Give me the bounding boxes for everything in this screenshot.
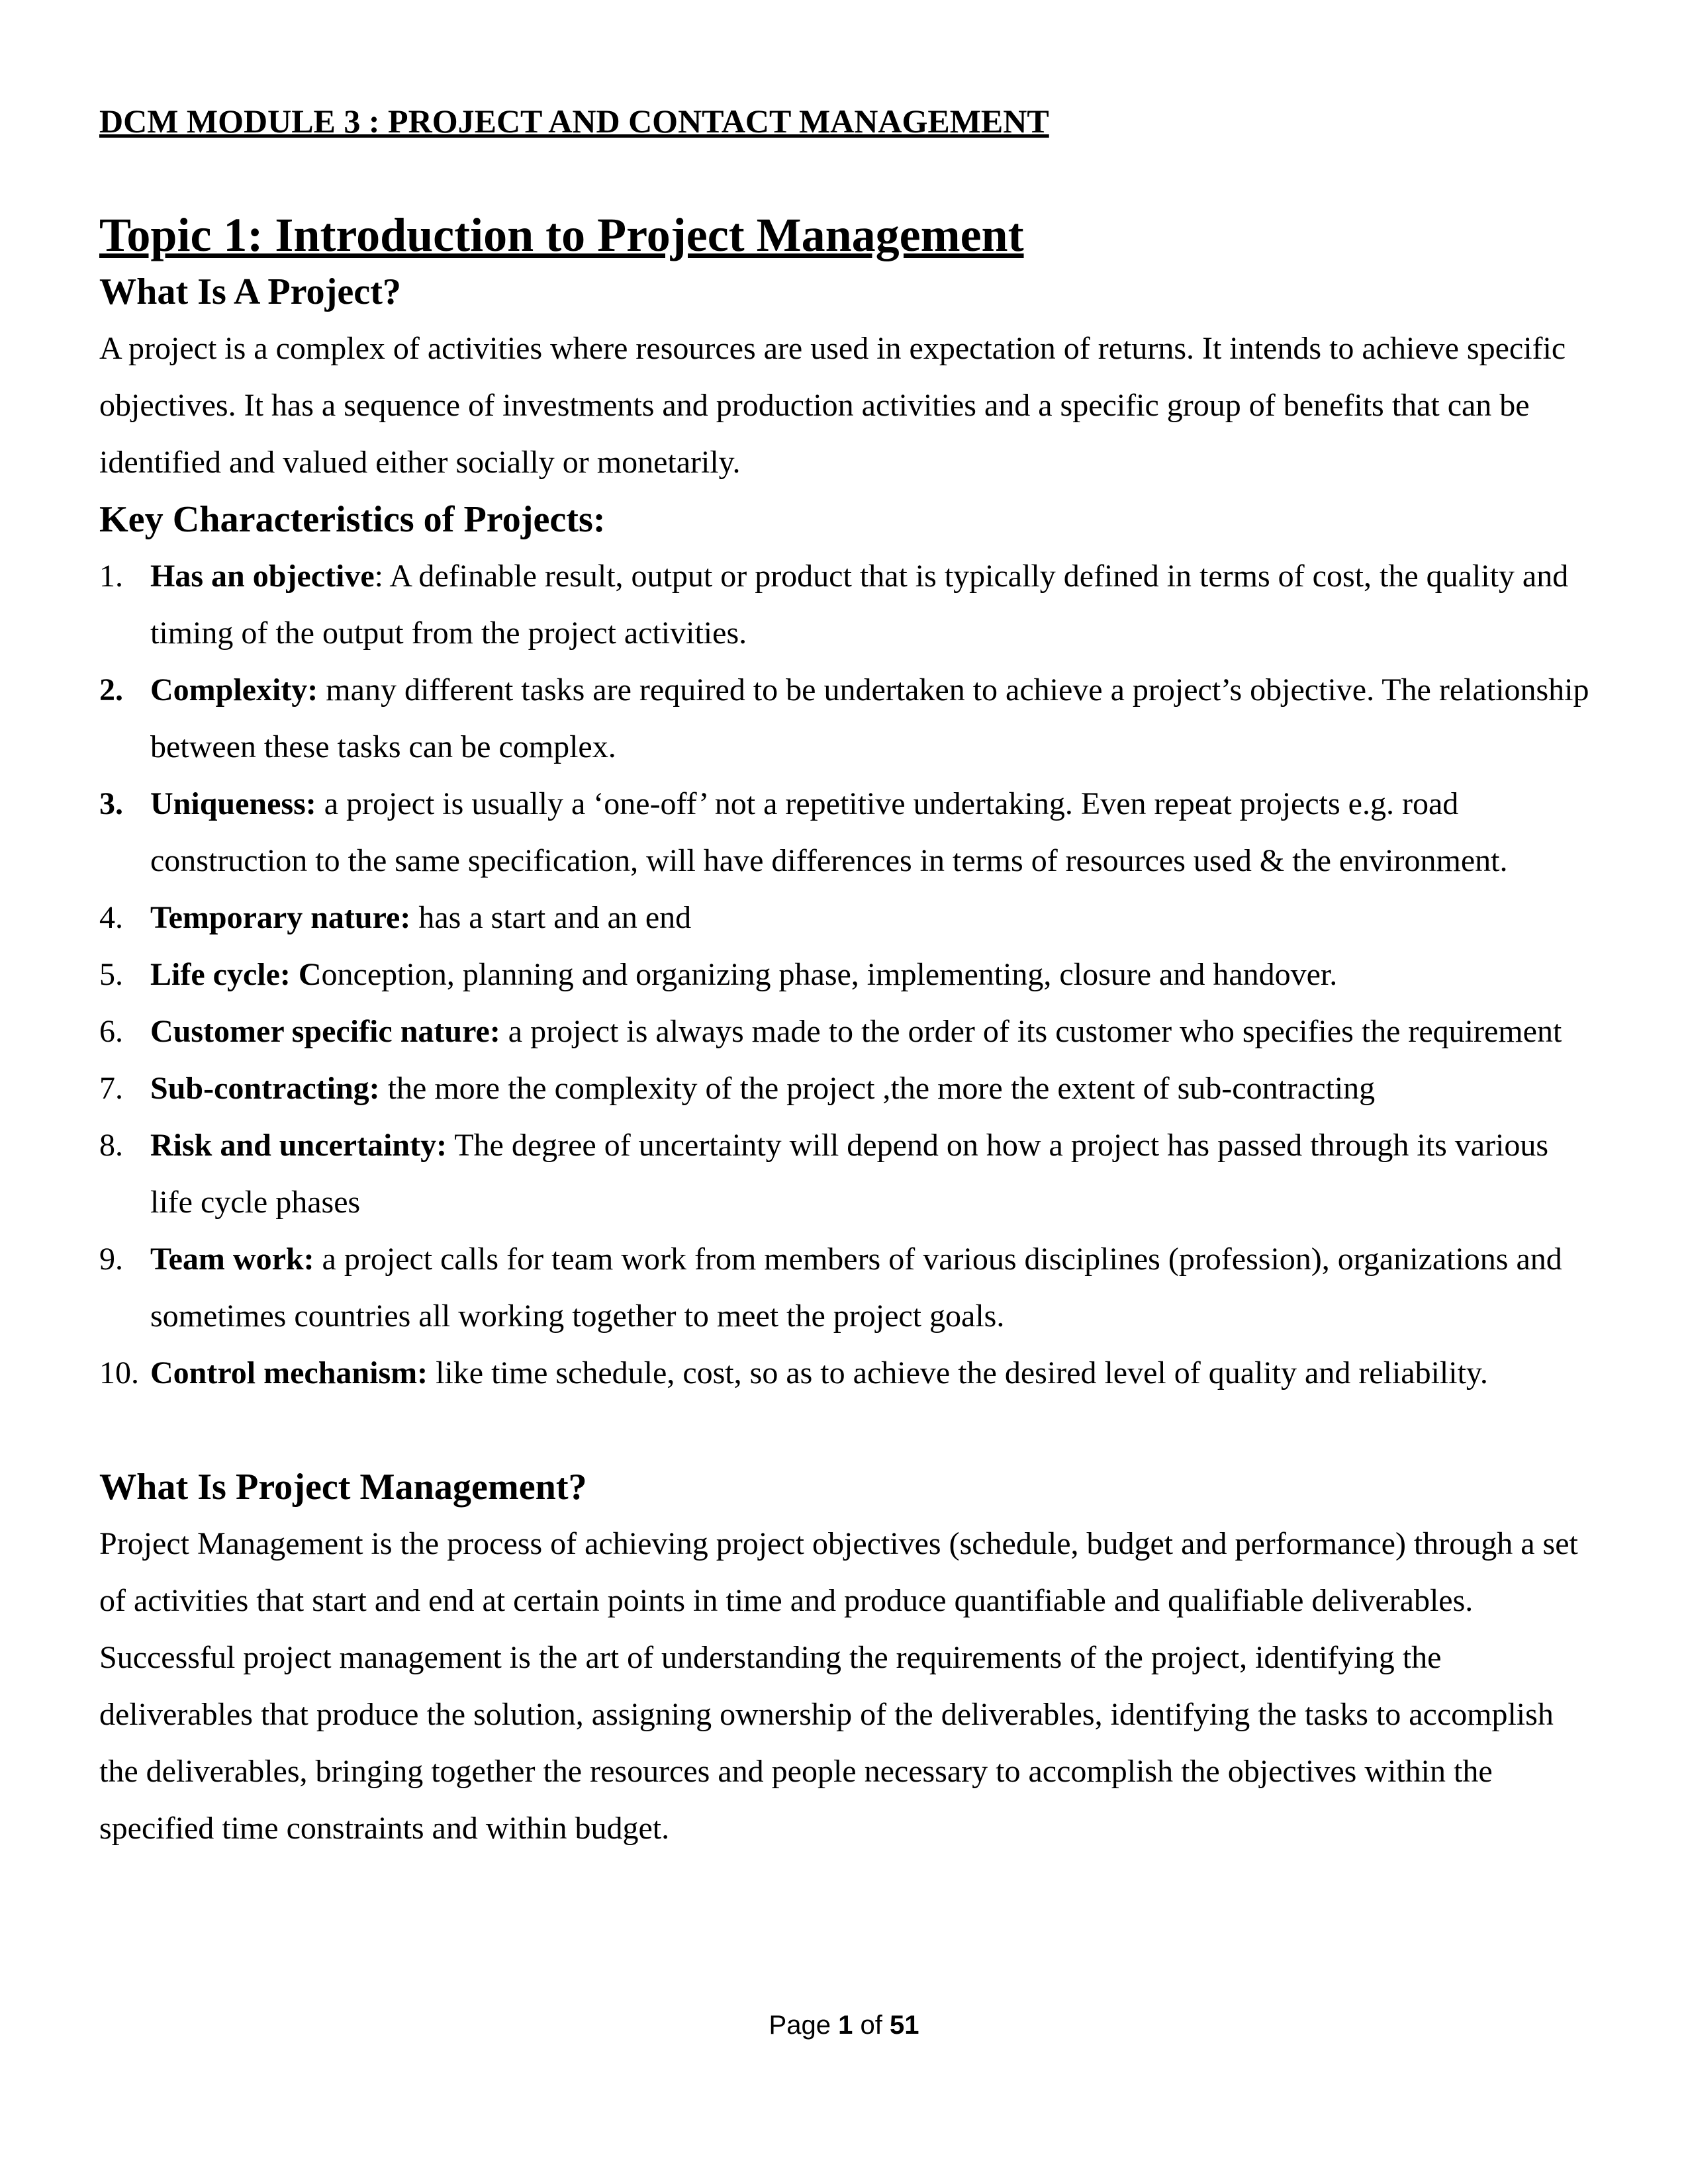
list-item [99, 1060, 1595, 1117]
list-item-text: a project calls for team work from members of various disciplines (profession), organizations and sometimes countries all working together to meet the project goals. [150, 1242, 1562, 1334]
list-item-number: 9. [99, 1242, 123, 1277]
list-item-text: The degree of uncertainty will depend on how a project has passed through its various life cycle phases [150, 1128, 1549, 1220]
page-label: Page [769, 2011, 831, 2040]
list-item-number: 8. [99, 1128, 123, 1163]
list-item [99, 776, 1595, 889]
list-item [99, 662, 1595, 776]
list-item-text: the more the complexity of the project ,the more the extent of sub-contracting [379, 1071, 1376, 1106]
list-item [99, 946, 1595, 1003]
what-is-pm-paragraph: Project Management is the process of achieving project objectives (schedule, budget and performance) through a set of activities that start and end at certain points in time and produce quantifiable and qualifiable deliverables. Successful project management is the art of understanding the requirements of the project, identifying the deliverables that produce the solution, assigning ownership of the deliverables, identifying the tasks to accomplish the deliverables, bringing together the resources and people necessary to accomplish the objectives within the specified time constraints and within budget. [99, 1526, 1578, 1846]
list-item-text: a project is always made to the order of its customer who specifies the requirement [500, 1014, 1562, 1049]
list-item-number: 1. [99, 559, 123, 594]
of-label: of [860, 2011, 882, 2040]
list-item [99, 1117, 1595, 1231]
characteristics-list [99, 548, 1595, 1402]
page-footer [0, 2005, 1688, 2045]
list-item [99, 548, 1595, 662]
what-is-pm-heading: What Is Project Management? [99, 1467, 587, 1508]
total-pages: 51 [889, 2011, 919, 2040]
list-item-term: Sub-contracting: [150, 1071, 380, 1106]
list-item-number: 5. [99, 957, 123, 992]
list-item-term: Life cycle: C [150, 957, 322, 992]
list-item-text: has a start and an end [410, 900, 692, 935]
list-item-term: Has an objective [150, 559, 375, 594]
list-item-text: like time schedule, cost, so as to achieve the desired level of quality and reliability. [428, 1355, 1488, 1390]
list-item-text: onception, planning and organizing phase, implementing, closure and handover. [321, 957, 1338, 992]
list-item-number: 4. [99, 900, 123, 935]
document-body [99, 93, 1595, 1857]
list-item-text: : A definable result, output or product that is typically defined in terms of cost, the quality and timing of the output from the project activities. [150, 559, 1569, 651]
list-item-number: 3. [99, 786, 123, 821]
page-number: 1 [838, 2011, 853, 2040]
what-is-project-heading: What Is A Project? [99, 271, 401, 312]
list-item-number: 2. [99, 672, 123, 707]
list-item-text: a project is usually a ‘one-off’ not a repetitive undertaking. Even repeat projects e.g. road construction to the same specification, will have differences in terms of resources used & the environment. [150, 786, 1508, 878]
list-item-term: Temporary nature: [150, 900, 411, 935]
list-item-number: 10. [99, 1355, 139, 1390]
list-item-term: Uniqueness: [150, 786, 316, 821]
topic-heading: Topic 1: Introduction to Project Management [99, 208, 1024, 261]
list-item-term: Customer specific nature: [150, 1014, 500, 1049]
list-item-number: 6. [99, 1014, 123, 1049]
characteristics-heading: Key Characteristics of Projects: [99, 499, 606, 540]
list-item-number: 7. [99, 1071, 123, 1106]
list-item-term: Team work: [150, 1242, 314, 1277]
list-item [99, 1345, 1595, 1402]
list-item [99, 1231, 1595, 1345]
document-title: DCM MODULE 3 : PROJECT AND CONTACT MANAGEMENT [99, 103, 1049, 140]
list-item [99, 889, 1595, 946]
list-item-text: many different tasks are required to be undertaken to achieve a project’s objective. The relationship between these tasks can be complex. [150, 672, 1589, 764]
what-is-project-paragraph: A project is a complex of activities where resources are used in expectation of returns. It intends to achieve specific objectives. It has a sequence of investments and production activities and a specific group of benefits that can be identified and valued either socially or monetarily. [99, 331, 1566, 480]
list-item-term: Complexity: [150, 672, 318, 707]
list-item-term: Risk and uncertainty: [150, 1128, 447, 1163]
list-item [99, 1003, 1595, 1060]
list-item-term: Control mechanism: [150, 1355, 428, 1390]
